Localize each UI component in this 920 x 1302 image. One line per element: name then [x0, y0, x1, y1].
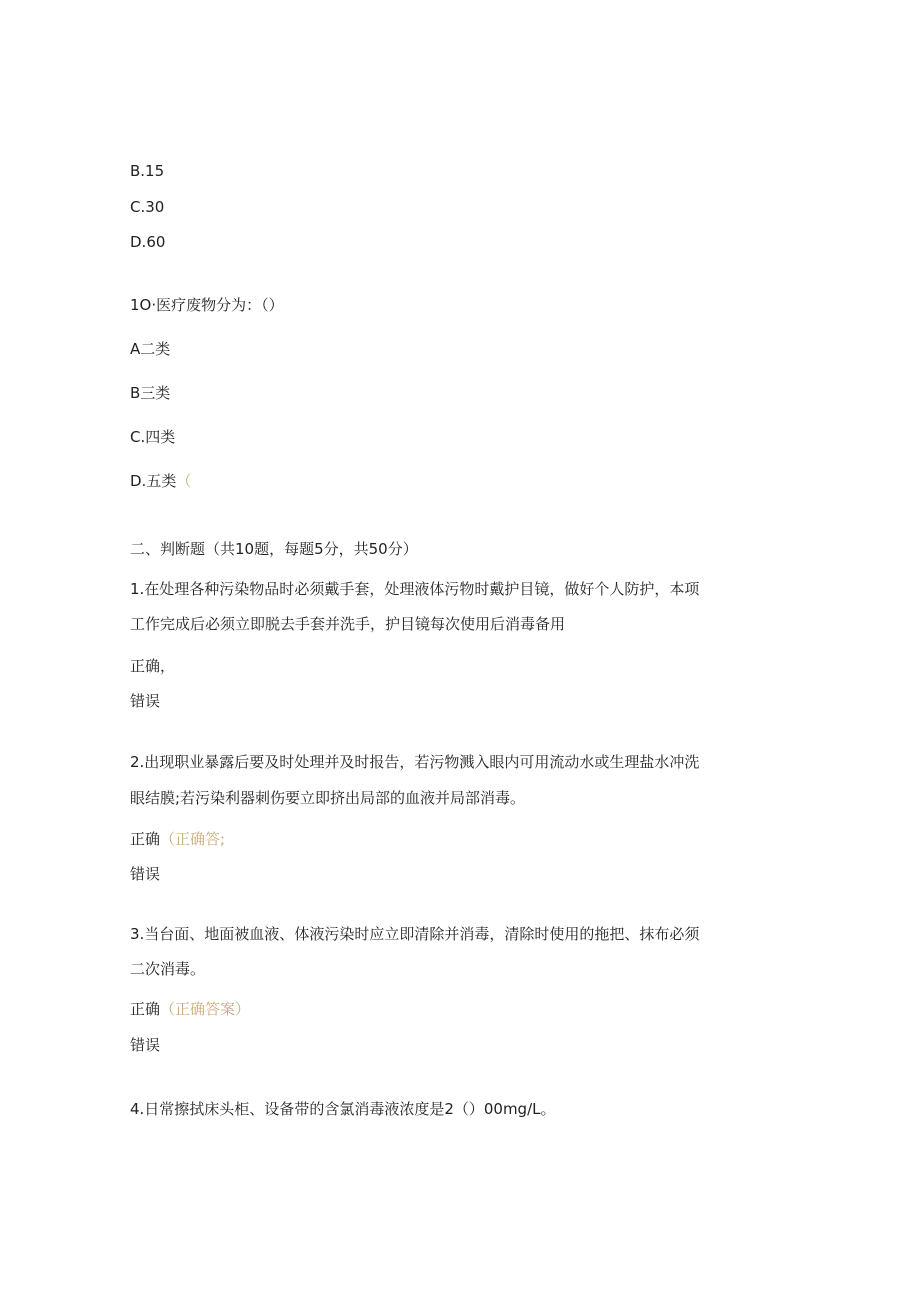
tf3-stem-line1: 3.当台面、地面被血液、体液污染时应立即清除并消毒，清除时使用的拖把、抹布必须: [130, 925, 700, 943]
q10-option-a: A二类: [130, 340, 171, 358]
q9-option-b: B.15: [130, 162, 165, 180]
tf2-option-false: 错误: [130, 865, 161, 883]
tf4-stem-line1: 4.日常擦拭床头柜、设备带的含氯消毒液浓度是2（）00mg∕L。: [130, 1100, 556, 1118]
q10-option-c: C.四类: [130, 428, 176, 446]
q10-option-d: [130, 471, 191, 491]
q10-option-b: B三类: [130, 384, 171, 402]
tf1-option-true: 正确，: [130, 657, 176, 675]
q10-stem: 1O·医疗废物分为：（）: [130, 296, 284, 314]
tf3-option-true-mark: （正确答案）: [160, 1000, 251, 1018]
tf3-stem-line2: 二次消毒。: [130, 960, 206, 978]
tf2-stem-line2: 眼结膜;若污染利器刺伤要立即挤出局部的血液并局部消毒。: [130, 789, 526, 807]
tf2-option-true-text: 正确: [130, 830, 161, 848]
tf2-option-true-mark: （正确答;: [160, 830, 226, 848]
tf3-option-true: [130, 999, 250, 1019]
tf1-stem-line1: 1.在处理各种污染物品时必须戴手套，处理液体污物时戴护目镜，做好个人防护，本项: [130, 580, 700, 598]
tf1-stem-line2: 工作完成后必须立即脱去手套并洗手，护目镜每次使用后消毒备用: [130, 615, 566, 633]
tf3-option-true-text: 正确: [130, 1000, 161, 1018]
q10-option-d-mark: （: [176, 472, 192, 490]
tf2-stem-line1: 2.出现职业暴露后要及时处理并及时报告，若污物溅入眼内可用流动水或生理盐水冲洗: [130, 753, 700, 771]
tf1-option-false: 错误: [130, 692, 161, 710]
tf3-option-false: 错误: [130, 1036, 161, 1054]
q9-option-c: C.30: [130, 198, 165, 216]
q10-option-d-text: D.五类: [130, 472, 177, 490]
section2-heading: 二、判断题（共10题，每题5分，共50分）: [130, 540, 418, 558]
tf2-option-true: [130, 829, 225, 849]
q9-option-d: D.60: [130, 233, 166, 251]
